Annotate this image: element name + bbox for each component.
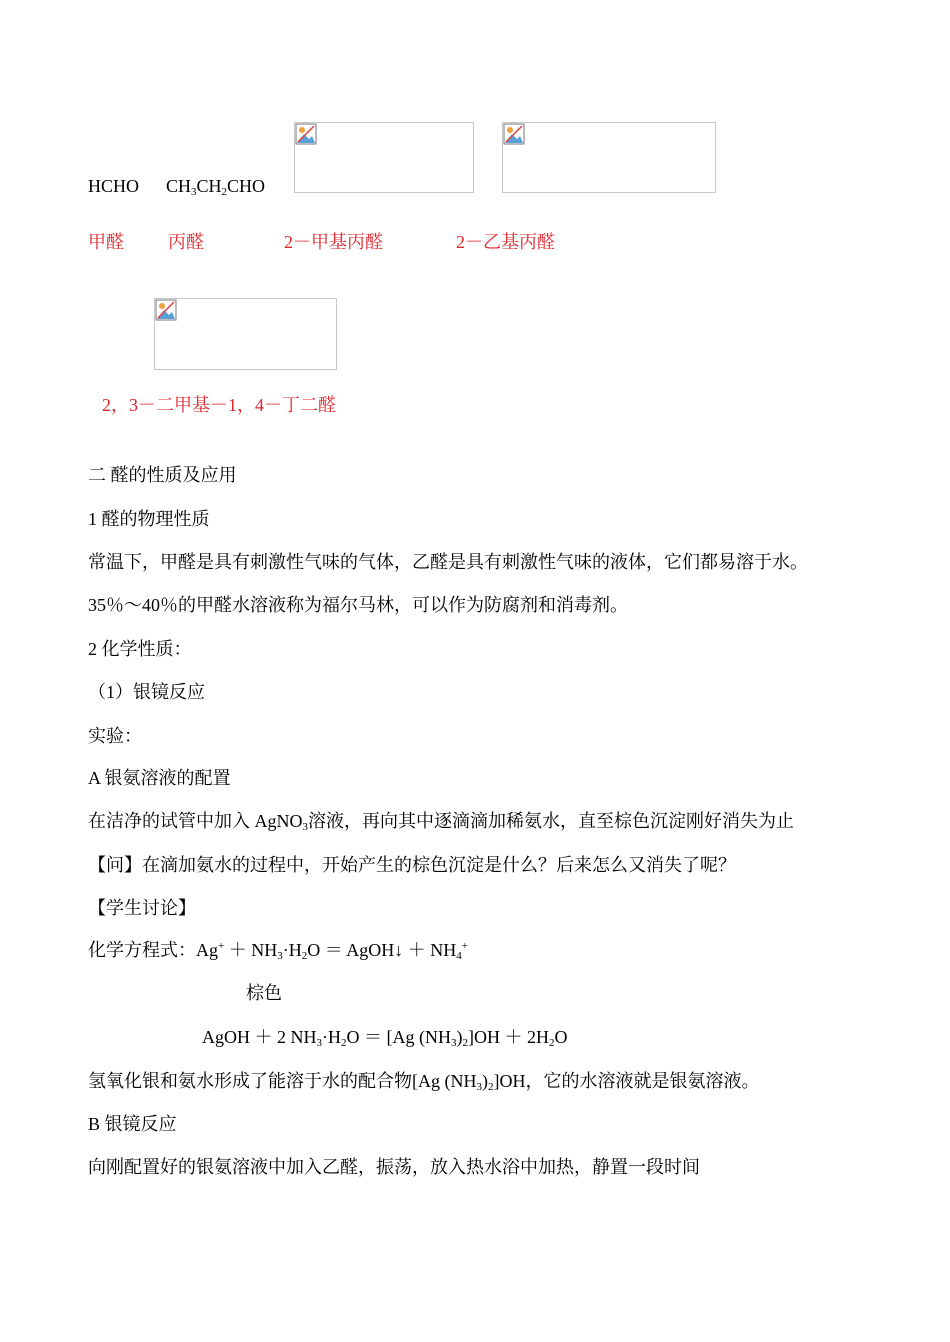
section-title: 二 醛的性质及应用 [88, 465, 237, 485]
question-text: 【问】在滴加氨水的过程中，开始产生的棕色沉淀是什么？后来怎么又消失了呢？ [88, 855, 736, 875]
broken-image-icon [503, 123, 525, 145]
formula-propanal: $CH_3CH_2CHO$ [166, 176, 266, 198]
name-dimethylbutanedial: 2，3－二甲基－1，4－丁二醛 [102, 395, 336, 415]
physical-properties-title: 1 醛的物理性质 [88, 509, 210, 529]
physical-properties-text-2: 35％～40％的甲醛水溶液称为福尔马林，可以作为防腐剂和消毒剂。 [88, 595, 628, 615]
discussion-label: 【学生讨论】 [88, 898, 196, 918]
equation-2: AgOH ＋ 2 $NH_3\cdot H_2O = [Ag$ $(NH_3)_2]OH + 2H_2O$ [202, 1027, 568, 1049]
step-a-title: A 银氨溶液的配置 [88, 768, 231, 788]
broken-image-icon [155, 299, 177, 321]
experiment-label: 实验： [88, 726, 142, 746]
silver-mirror-title: （1）银镜反应 [88, 682, 205, 702]
name-methanal: 甲醛 [88, 232, 124, 252]
name-ethylpropanal: 2－乙基丙醛 [456, 232, 555, 252]
step-b-text: 向刚配置好的银氨溶液中加入乙醛，振荡，放入热水浴中加热，静置一段时间 [88, 1157, 700, 1177]
name-propanal: 丙醛 [168, 232, 204, 252]
equation-1: 化学方程式：$Ag^+ + NH_3\cdot H_2O$ ＝ AgOH↓ ＋ $NH_4^+$ [88, 940, 468, 962]
broken-image-icon [295, 123, 317, 145]
structure-image-methylpropanal [294, 122, 474, 193]
chemical-properties-title: 2 化学性质： [88, 639, 192, 659]
complex-text: 氢氧化银和氨水形成了能溶于水的配合物[Ag $(NH_3)_2]OH$，它的水溶液就是银氨溶液。 [88, 1071, 760, 1093]
step-b-title: B 银镜反应 [88, 1114, 177, 1134]
structure-image-ethylpropanal [502, 122, 716, 193]
structure-image-dimethylbutanedial [154, 298, 337, 370]
step-a-text: 在洁净的试管中加入 AgNO$_3$溶液，再向其中逐滴滴加稀氨水，直至棕色沉淀刚好消失为止 [88, 811, 794, 833]
name-methylpropanal: 2－甲基丙醛 [284, 232, 383, 252]
physical-properties-text-1: 常温下，甲醛是具有刺激性气味的气体，乙醛是具有刺激性气味的液体，它们都易溶于水。 [88, 552, 808, 572]
brown-label: 棕色 [246, 983, 282, 1003]
formula-methanal: HCHO [88, 176, 140, 196]
